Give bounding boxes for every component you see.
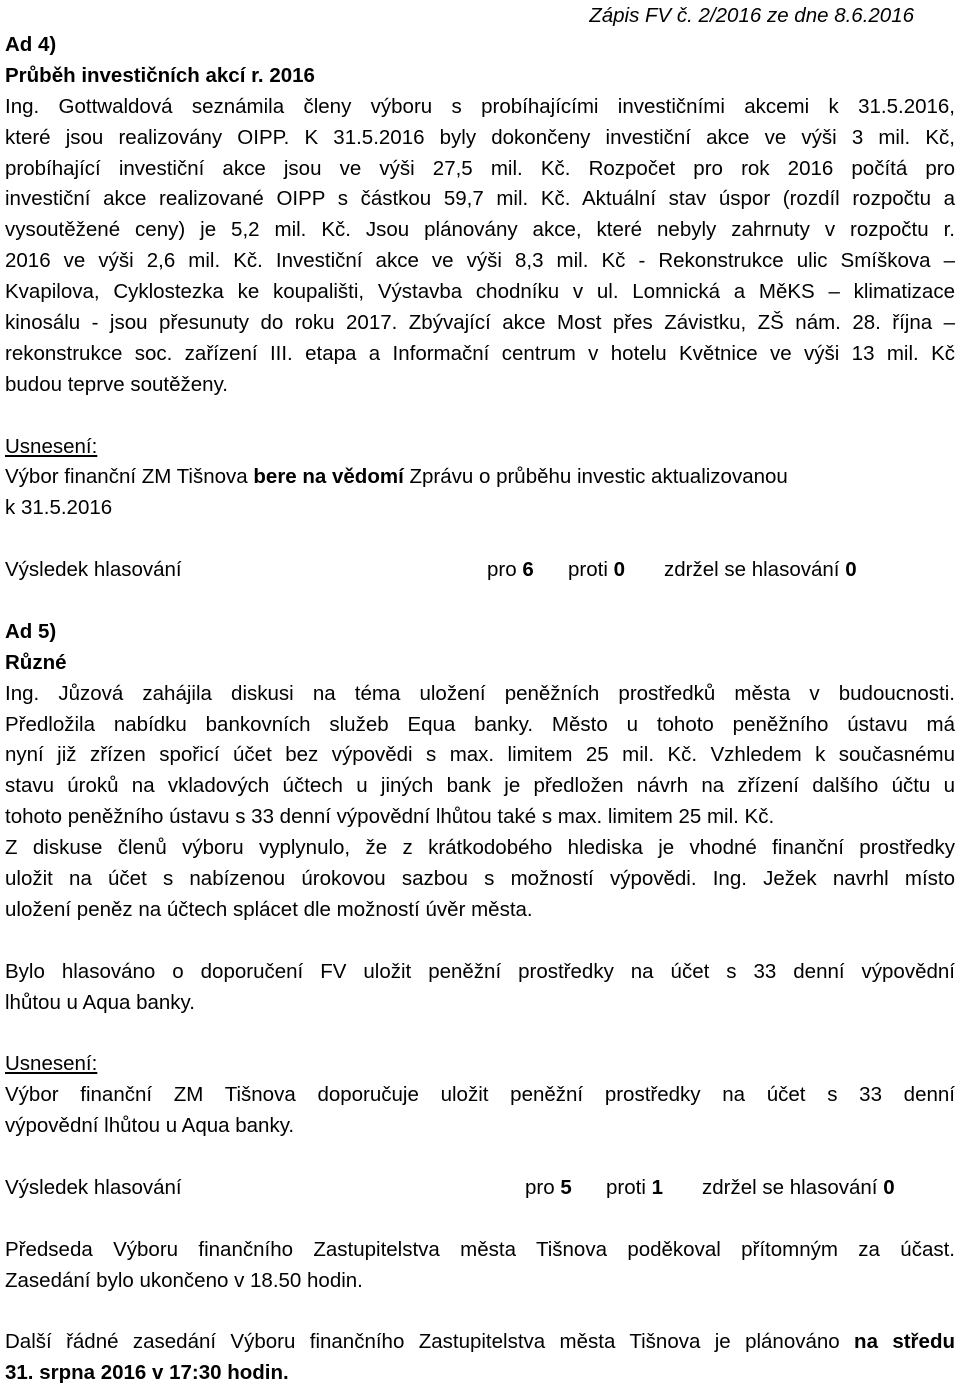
section-subheading-ad4: Průběh investičních akcí r. 2016	[5, 63, 315, 87]
resolution-text: výpovědní lhůtou u Aqua banky.	[5, 1114, 295, 1138]
paragraph-line: Bylo hlasováno o doporučení FV uložit peněžní prostředky na účet s 33 denní výpovědní	[5, 959, 955, 983]
closing-line: Předseda Výboru finančního Zastupitelstva města Tišnova poděkoval přítomným za účast.	[5, 1237, 955, 1261]
vote-result-label: Výsledek hlasování	[5, 558, 182, 582]
vote-zdrzel-label: zdržel se hlasování	[702, 1175, 878, 1199]
vote-zdrzel-label: zdržel se hlasování	[664, 558, 840, 582]
resolution-label: Usnesení:	[5, 434, 98, 458]
vote-proti-count: 1	[651, 1175, 663, 1199]
paragraph-line: Předložila nabídku bankovních služeb Equa banky. Město u tohoto peněžního ústavu má	[5, 712, 955, 736]
vote-result	[5, 1173, 955, 1204]
vote-proti-label: proti	[568, 558, 608, 582]
document-body	[5, 30, 955, 1389]
vote-result	[5, 555, 955, 586]
paragraph-line: budou teprve soutěženy.	[5, 372, 228, 396]
ad5-paragraph	[5, 679, 955, 926]
paragraph-line: Ing. Gottwaldová seznámila členy výboru s probíhajícími investičními akcemi k 31.5.2016,	[5, 94, 955, 118]
resolution-text: Výbor finanční ZM Tišnova doporučuje uložit peněžní prostředky na účet s 33 denní	[5, 1083, 955, 1107]
resolution-label: Usnesení:	[5, 1052, 98, 1076]
paragraph-line: investiční akce realizované OIPP s částkou 59,7 mil. Kč. Aktuální stav úspor (rozdíl rozpočtu a	[5, 187, 955, 211]
next-meeting-emphasis: na středu	[854, 1330, 955, 1354]
paragraph-line: kinosálu - jsou přesunuty do roku 2017. Zbývající akce Most přes Závistku, ZŠ nám. 28. října –	[5, 311, 955, 335]
page-header: Zápis FV č. 2/2016 ze dne 8.6.2016	[589, 4, 914, 27]
vote-result-label: Výsledek hlasování	[5, 1175, 182, 1199]
paragraph-line: Ing. Jůzová zahájila diskusi na téma uložení peněžních prostředků města v budoucnosti.	[5, 681, 955, 705]
vote-pro-count: 5	[560, 1175, 572, 1199]
paragraph-line: tohoto peněžního ústavu s 33 denní výpovědní lhůtou také s max. limitem 25 mil. Kč.	[5, 805, 775, 829]
paragraph-line: rekonstrukce soc. zařízení III. etapa a Informační centrum v hotelu Květnice ve výši 13 mil. Kč	[5, 341, 955, 365]
vote-pro-label: pro	[487, 558, 517, 582]
next-meeting-line	[5, 1327, 955, 1358]
paragraph-line: stavu úroků na vkladových účtech u jiných bank je předložen návrh na zřízení dalšího účtu u	[5, 774, 955, 798]
paragraph-line: probíhající investiční akce jsou ve výši 27,5 mil. Kč. Rozpočet pro rok 2016 počítá pro	[5, 156, 955, 180]
section-subheading-ad5: Různé	[5, 650, 67, 674]
paragraph-line: nyní již zřízen spořicí účet bez výpovědi s max. limitem 25 mil. Kč. Vzhledem k současnému	[5, 743, 955, 767]
paragraph-line: lhůtou u Aqua banky.	[5, 990, 195, 1014]
next-meeting-text: Další řádné zasedání Výboru finančního Zastupitelstva města Tišnova je plánováno	[5, 1330, 855, 1354]
resolution-text-part: Zprávu o průběhu investic aktualizovanou	[403, 465, 788, 489]
next-meeting-date: 31. srpna 2016 v 17:30 hodin.	[5, 1361, 289, 1385]
vote-description	[5, 957, 955, 1019]
paragraph-line: 2016 ve výši 2,6 mil. Kč. Investiční akce ve výši 8,3 mil. Kč - Rekonstrukce ulic Smíškova –	[5, 249, 955, 273]
closing-line: Zasedání bylo ukončeno v 18.50 hodin.	[5, 1268, 363, 1292]
section-heading-ad4: Ad 4)	[5, 33, 57, 56]
paragraph-line: uložit na účet s nabízenou úrokovou sazbou s možností výpovědi. Ing. Ježek navrhl místo	[5, 867, 955, 891]
paragraph-line: Kvapilova, Cyklostezka ke koupališti, Výstavba chodníku v ul. Lomnická a MěKS – klimatizace	[5, 280, 955, 304]
paragraph-line: Z diskuse členů výboru vyplynulo, že z krátkodobého hlediska je vhodné finanční prostředky	[5, 836, 955, 860]
vote-zdrzel-count: 0	[883, 1175, 895, 1199]
vote-pro-label: pro	[525, 1175, 555, 1199]
resolution-text-part: Výbor finanční ZM Tišnova	[5, 465, 254, 489]
resolution-emphasis: bere na vědomí	[253, 465, 404, 489]
vote-proti-label: proti	[606, 1175, 646, 1199]
paragraph-line: které jsou realizovány OIPP. K 31.5.2016 byly dokončeny investiční akce ve výši 3 mil. Kč,	[5, 125, 955, 149]
resolution-text	[5, 462, 955, 493]
vote-zdrzel-count: 0	[845, 558, 857, 582]
paragraph-line: vysoutěžené ceny) je 5,2 mil. Kč. Jsou plánovány akce, které nebyly zahrnuty v rozpočtu r.	[5, 218, 955, 242]
resolution-text: k 31.5.2016	[5, 496, 113, 520]
ad4-paragraph	[5, 92, 955, 401]
vote-proti-count: 0	[613, 558, 625, 582]
vote-pro-count: 6	[522, 558, 534, 582]
paragraph-line: uložení peněz na účtech splácet dle možností úvěr města.	[5, 897, 533, 921]
section-heading-ad5: Ad 5)	[5, 619, 57, 643]
